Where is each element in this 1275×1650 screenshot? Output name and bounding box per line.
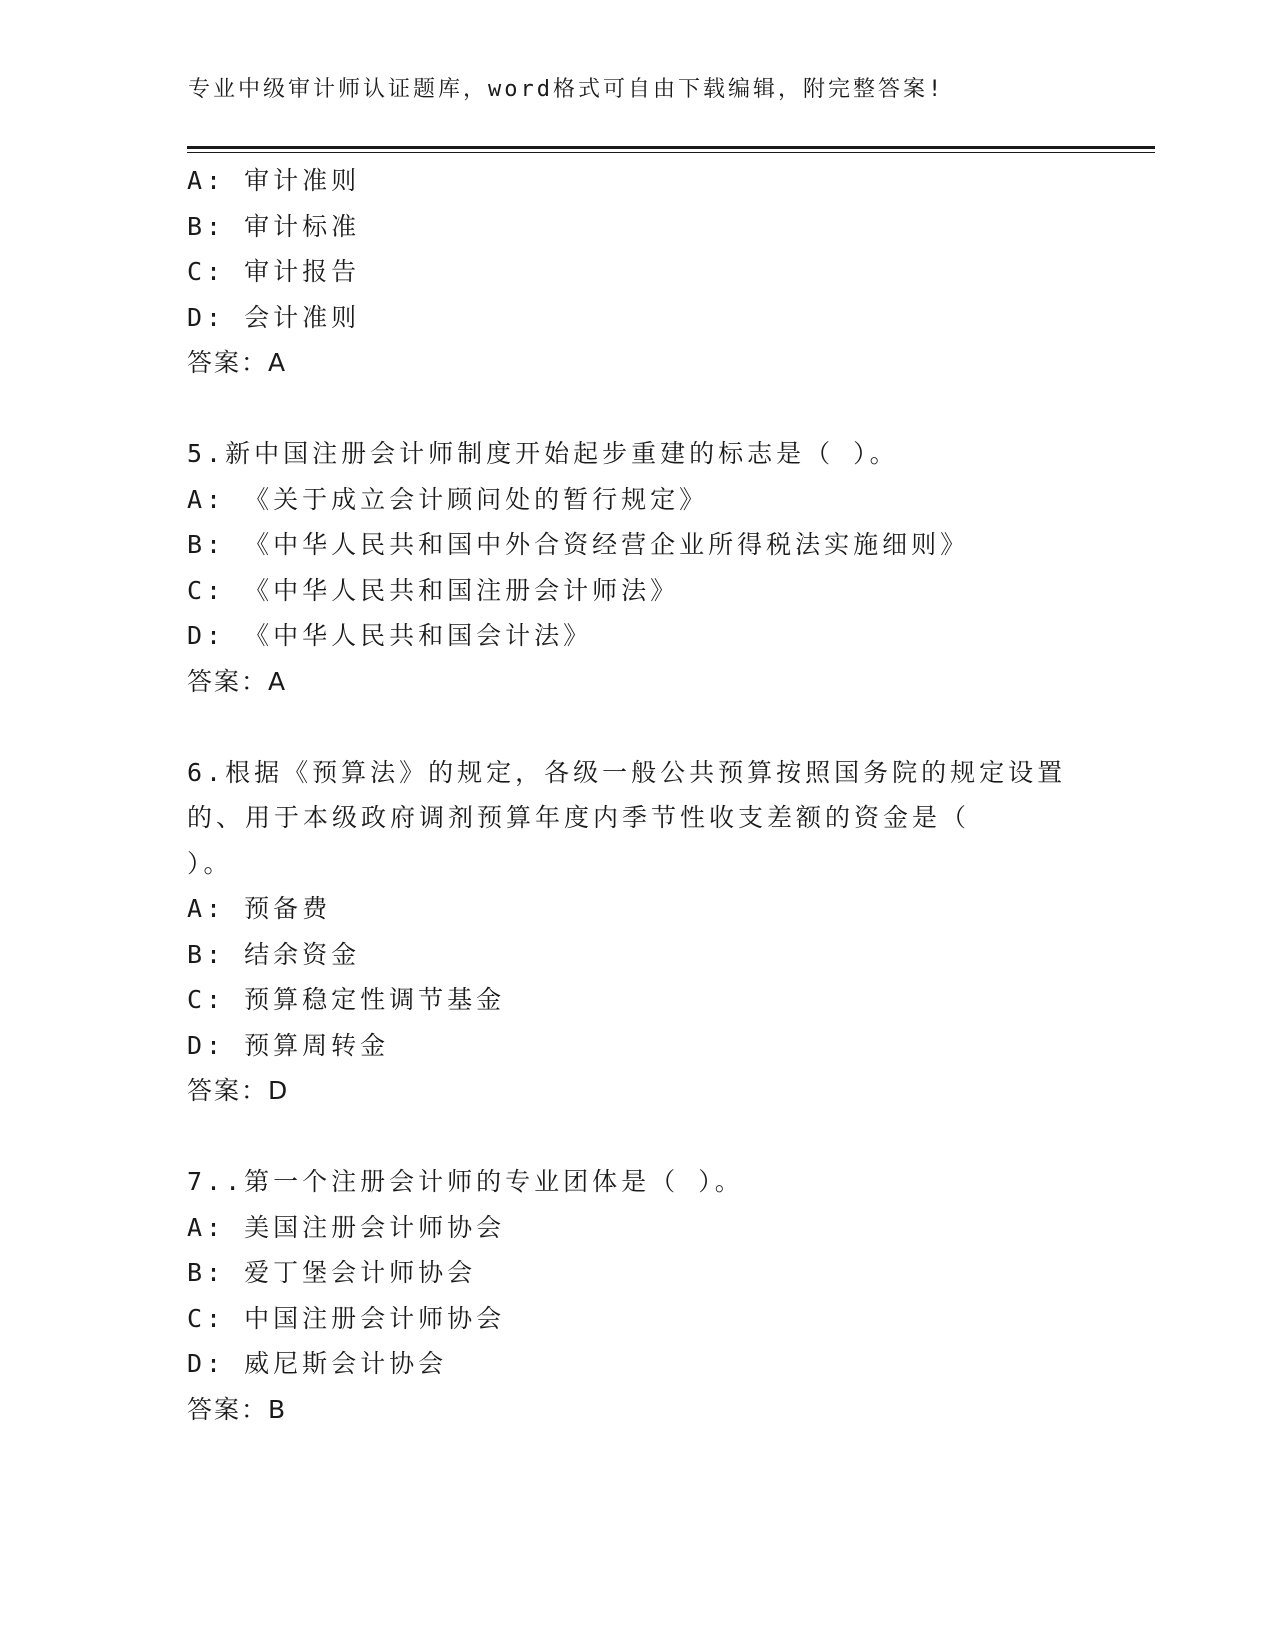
answer-line: 答案：D [187,1076,290,1105]
header-divider-thin [187,152,1155,153]
option-d: D: 会计准则 [187,302,361,332]
option-d: D: 威尼斯会计协会 [187,1349,448,1378]
option-c: C: 中国注册会计师协会 [187,1303,506,1333]
option-c: C: 审计报告 [187,257,361,286]
question-block-continued [187,158,1087,386]
option-d: D: 预算周转金 [187,1030,390,1060]
question-text: 5.新中国注册会计师制度开始起步重建的标志是（ ）。 [187,439,899,468]
spacer [187,1114,1087,1160]
spacer [187,704,1087,750]
question-block-5 [187,431,1087,704]
spacer [187,386,1087,432]
question-text: 7..第一个注册会计师的专业团体是（ ）。 [187,1167,744,1196]
answer-line: 答案：A [187,666,288,696]
answer-line: 答案：A [187,348,288,377]
question-block-6 [187,750,1087,1114]
option-b: B: 结余资金 [187,939,361,969]
page-header-text: 专业中级审计师认证题库，word格式可自由下载编辑，附完整答案! [188,77,945,102]
option-a: A: 审计准则 [187,166,361,195]
answer-line: 答案：B [187,1394,288,1424]
question-list [187,158,1087,1432]
option-c: C: 预算稳定性调节基金 [187,985,506,1014]
header-divider-thick [187,146,1155,149]
option-b: B: 审计标准 [187,211,361,241]
question-block-7 [187,1159,1087,1432]
option-b: B: 《中华人民共和国中外合资经营企业所得税法实施细则》 [187,530,970,559]
option-b: B: 爱丁堡会计师协会 [187,1258,477,1287]
option-c: C: 《中华人民共和国注册会计师法》 [187,575,680,605]
option-d: D: 《中华人民共和国会计法》 [187,621,593,650]
option-a: A: 美国注册会计师协会 [187,1212,506,1242]
option-a: A: 《关于成立会计顾问处的暂行规定》 [187,484,709,514]
question-text: 6.根据《预算法》的规定，各级一般公共预算按照国务院的规定设置 的、用于本级政府调剂预算年度内季节性收支差额的资金是（ ）。 [187,757,1067,878]
option-a: A: 预备费 [187,894,332,923]
